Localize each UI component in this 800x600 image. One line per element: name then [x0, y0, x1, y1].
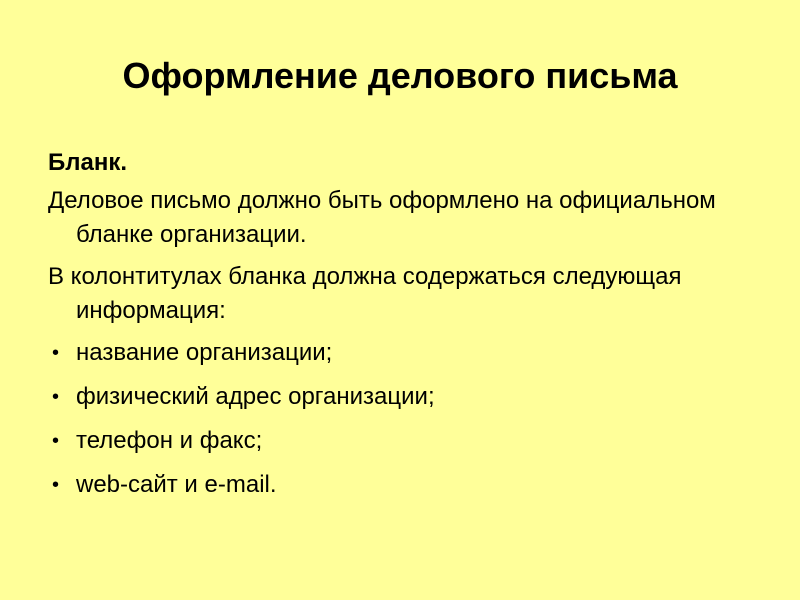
bullet-icon: • — [52, 386, 60, 408]
list-item — [48, 424, 728, 458]
section-heading: Бланк. — [48, 149, 128, 176]
list-item — [48, 336, 728, 370]
list-item-text: физический адрес организации; — [76, 383, 435, 410]
list-item-text: телефон и факс; — [76, 427, 263, 454]
list-item — [48, 380, 728, 414]
bullet-icon: • — [52, 474, 60, 496]
paragraph-header-footer: В колонтитулах бланка должна содержаться следующая информация: — [48, 263, 682, 324]
slide-body — [48, 146, 728, 512]
paragraph-letterhead: Деловое письмо должно быть оформлено на официальном бланке организации. — [48, 187, 716, 248]
list-item-text: web-сайт и e-mail. — [76, 471, 277, 498]
bullet-icon: • — [52, 430, 60, 452]
list-item-text: название организации; — [76, 339, 333, 366]
list-item — [48, 468, 728, 502]
slide-title: Оформление делового письма — [122, 55, 678, 96]
bullet-icon: • — [52, 342, 60, 364]
